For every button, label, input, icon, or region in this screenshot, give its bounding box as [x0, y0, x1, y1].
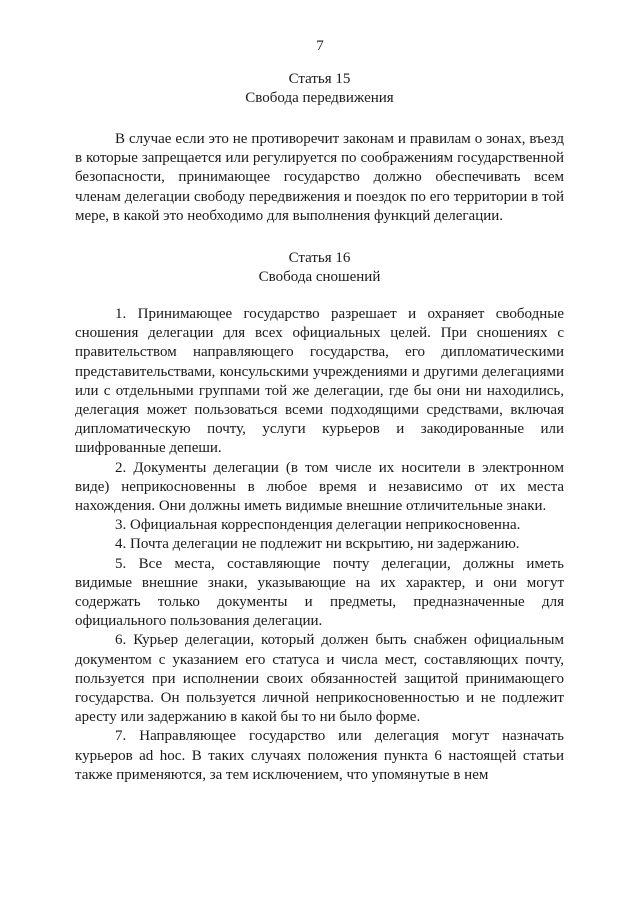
- article-15: [75, 70, 564, 226]
- page-number: 7: [316, 38, 324, 54]
- article-body: [75, 305, 564, 785]
- article-title: Свобода сношений: [258, 269, 381, 286]
- paragraph-2: 2. Документы делегации (в том числе их носители в электронном виде) неприкосновенны в любое время и независимо от их места нахождения. Они должны иметь видимые внешние отличительные знаки.: [75, 459, 564, 515]
- document-body: [75, 70, 564, 808]
- article-16: [75, 249, 564, 785]
- article-number: Статья 15: [288, 71, 351, 87]
- paragraph-5: 5. Все места, составляющие почту делегации, должны иметь видимые внешние знаки, указывающие на их характер, и они могут содержать только документы и предметы, предназначенные для официального пользования делегации.: [75, 555, 564, 630]
- paragraph-3: 3. Официальная корреспонденция делегации неприкосновенна.: [115, 517, 521, 534]
- article-number: Статья 16: [288, 250, 351, 267]
- article-body: [75, 130, 564, 226]
- paragraph-1: 1. Принимающее государство разрешает и охраняет свободные сношения делегации для всех официальных целей. При сношениях с правительством направляющего государства, его дипломатическими представительствами, консульскими учреждениями и другими делегациями или с отдельными группами той же делегации, где бы они ни находились, делегация может пользоваться всеми подходящими средствами, включая дипломатическую почту, услуги курьеров и закодированные или шифрованные депеши.: [75, 306, 564, 457]
- paragraph: В случае если это не противоречит законам и правилам о зонах, въезд в которые запрещается или регулируется по соображениям государственной безопасности, принимающее государство должно обеспечивать всем членам делегации свободу передвижения и поездок по его территории в той мере, в какой это необходимо для выполнения функций делегации.: [75, 131, 564, 224]
- paragraph-4: 4. Почта делегации не подлежит ни вскрытию, ни задержанию.: [115, 536, 520, 553]
- article-title: Свобода передвижения: [245, 90, 394, 106]
- paragraph-7: 7. Направляющее государство или делегация могут назначать курьеров ad hoc. В таких случаях положения пункта 6 настоящей статьи также применяются, за тем исключением, что упомянутые в нем: [75, 728, 564, 783]
- paragraph-6: 6. Курьер делегации, который должен быть снабжен официальным документом с указанием его статуса и числа мест, составляющих почту, пользуется при исполнении своих обязанностей защитой принимающего государства. Он пользуется личной неприкосновенностью и не подлежит аресту или задержанию в какой бы то ни было форме.: [75, 632, 564, 726]
